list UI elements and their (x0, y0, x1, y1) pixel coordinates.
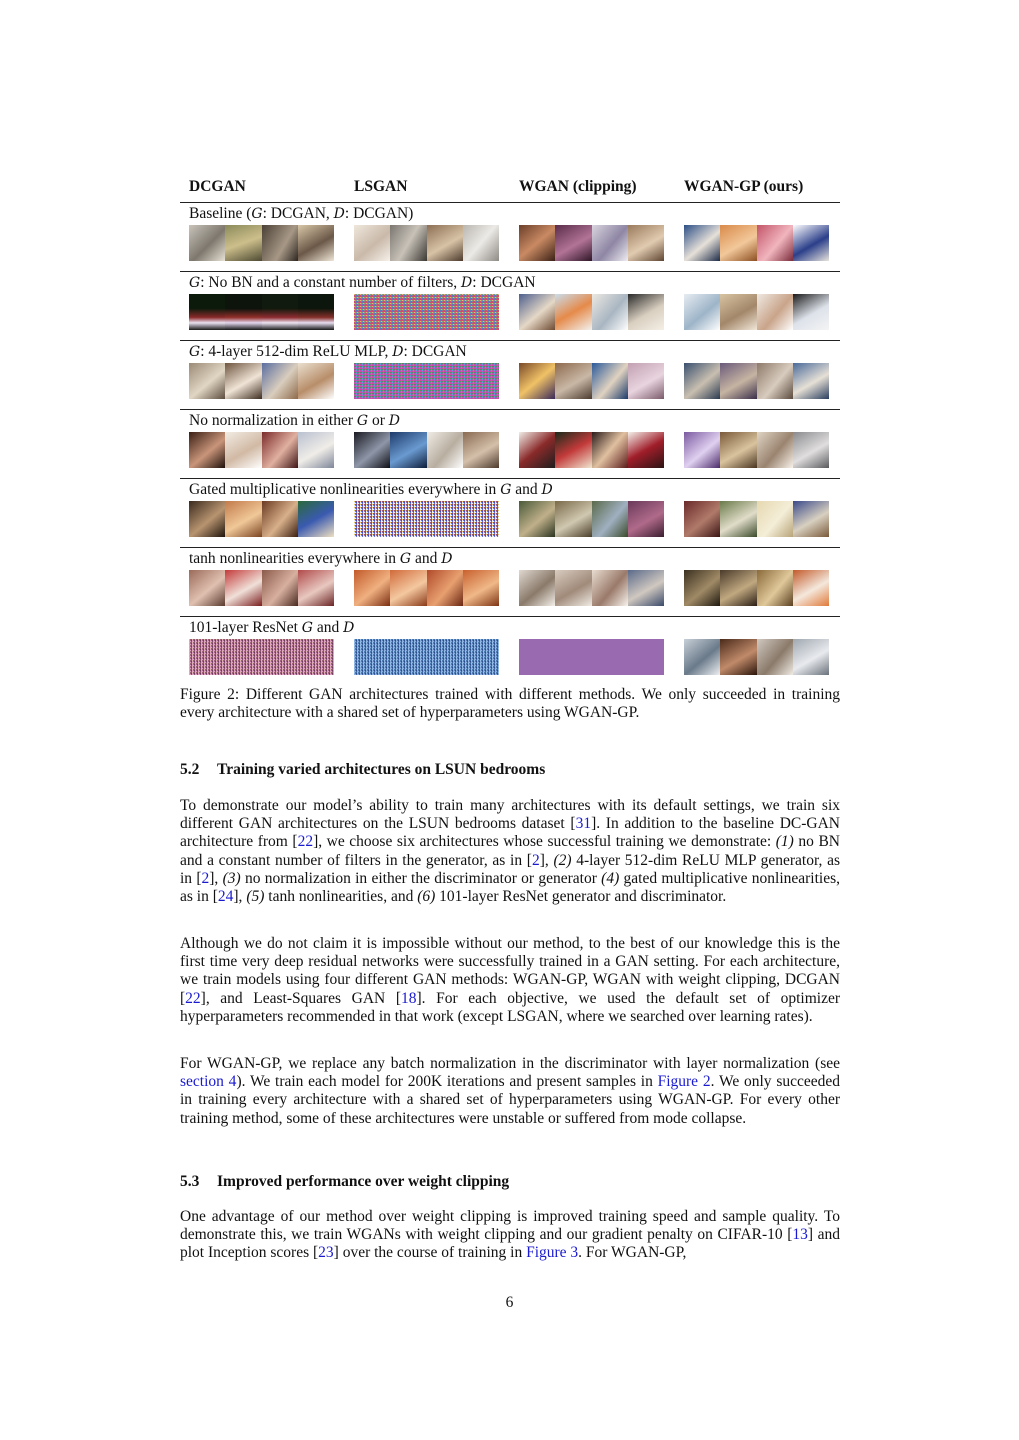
sample-strip-dcgan (189, 501, 334, 537)
figure-row-no-bn (180, 272, 840, 341)
sample-strip-wgan-clipping (519, 225, 664, 261)
row-label: No normalization in either G or D (189, 412, 400, 429)
figure-row-gated (180, 479, 840, 548)
figure-2 (180, 176, 840, 685)
sample-strip-wgan-clipping (519, 432, 664, 468)
sample-strip-wgan-gp (684, 225, 829, 261)
section-link[interactable]: section 4 (180, 1073, 237, 1091)
row-label: G: No BN and a constant number of filters, D: DCGAN (189, 274, 536, 291)
section-5-2-paragraph-2: Although we do not claim it is impossible without our method, to the best of our knowledge this is the first time very deep residual networks were successfully trained in a GAN setting. For each architecture, we train models using four different GAN methods: WGAN-GP, WGAN with weight clipping, DCGAN [22], and Least-Squares GAN [18]. For each objective, we used the default set of optimizer hyperparameters recommended in that work (except LSGAN, where we searched over learning rates). (180, 935, 840, 1025)
citation-link[interactable]: 24 (217, 888, 234, 906)
sample-strip-lsgan (354, 432, 499, 468)
row-label: Gated multiplicative nonlinearities everywhere in G and D (189, 481, 553, 498)
citation-link[interactable]: 31 (575, 815, 592, 833)
section-5-2-paragraph-3: For WGAN-GP, we replace any batch normalization in the discriminator with layer normalization (see section 4). We train each model for 200K iterations and present samples in Figure 2. We only succeeded in training every architecture with a shared set of hyperparameters using WGAN-GP. For every other training method, some of these architectures were unstable or suffered from mode collapse. (180, 1055, 841, 1127)
figure-row-resnet (180, 617, 840, 685)
citation-link[interactable]: 13 (792, 1226, 808, 1244)
sample-strip-lsgan (354, 501, 499, 537)
citation-link[interactable]: 22 (185, 989, 201, 1007)
column-headers (180, 176, 840, 203)
sample-strip-lsgan (354, 570, 499, 606)
citation-link[interactable]: 22 (297, 833, 314, 851)
citation-link[interactable]: 18 (400, 989, 417, 1007)
figure-row-mlp (180, 341, 840, 410)
row-label: G: 4-layer 512-dim ReLU MLP, D: DCGAN (189, 343, 467, 360)
sample-strip-dcgan (189, 225, 334, 261)
sample-strip-dcgan (189, 432, 334, 468)
row-label: tanh nonlinearities everywhere in G and D (189, 550, 453, 567)
citation-link[interactable]: 2 (201, 869, 210, 887)
row-label: Baseline (G: DCGAN, D: DCGAN) (189, 205, 414, 222)
sample-strip-wgan-clipping (519, 294, 664, 330)
citation-link[interactable]: 23 (318, 1244, 334, 1262)
column-header-lsgan: LSGAN (354, 178, 408, 195)
row-label: 101-layer ResNet G and D (189, 619, 355, 636)
figure-row-baseline (180, 203, 840, 272)
sample-strip-wgan-clipping (519, 363, 664, 399)
sample-strip-lsgan (354, 363, 499, 399)
sample-strip-wgan-gp (684, 294, 829, 330)
section-5-3-paragraph-1: One advantage of our method over weight clipping is improved training speed and sample quality. To demonstrate this, we train WGANs with weight clipping and our gradient penalty on CIFAR-10 [13] and plot Inception scores [23] over the course of training in Figure 3. For WGAN-GP, (180, 1208, 840, 1262)
sample-strip-wgan-gp (684, 639, 829, 675)
page-number: 6 (505, 1294, 514, 1311)
figure-row-tanh (180, 548, 840, 617)
sample-strip-wgan-clipping (519, 570, 664, 606)
column-header-wgan-clipping: WGAN (clipping) (519, 178, 637, 195)
sample-strip-dcgan (189, 639, 334, 675)
sample-strip-wgan-gp (684, 432, 829, 468)
citation-link[interactable]: 2 (531, 851, 540, 869)
sample-strip-wgan-gp (684, 570, 829, 606)
column-header-dcgan: DCGAN (189, 178, 246, 195)
sample-strip-wgan-clipping (519, 639, 664, 675)
figure-link[interactable]: Figure 2 (657, 1073, 711, 1091)
section-heading-5-3: 5.3 Improved performance over weight clipping (180, 1173, 510, 1190)
sample-strip-lsgan (354, 225, 499, 261)
figure-caption: Figure 2: Different GAN architectures trained with different methods. We only succeeded in training every architecture with a shared set of hyperparameters using WGAN-GP. (180, 686, 840, 721)
sample-strip-lsgan (354, 294, 499, 330)
sample-strip-dcgan (189, 294, 334, 330)
figure-row-no-normalization (180, 410, 840, 479)
sample-strip-wgan-gp (684, 501, 829, 537)
section-5-2-paragraph-1: To demonstrate our model’s ability to train many architectures with its default settings, we train six different GAN architectures on the LSUN bedrooms dataset [31]. In addition to the baseline DC-GAN architecture from [22], we choose six architectures whose successful training we demonstrate: (1) no BN and a constant number of filters in the generator, as in [2], (2) 4-layer 512-dim ReLU MLP generator, as in [2], (3) no normalization in either the discriminator or generator (4) gated multiplicative nonlinearities, as in [24], (5) tanh nonlinearities, and (6) 101-layer ResNet generator and discriminator. (180, 797, 840, 906)
sample-strip-dcgan (189, 363, 334, 399)
column-header-wgan-gp: WGAN-GP (ours) (684, 178, 804, 195)
figure-link[interactable]: Figure 3 (526, 1244, 579, 1262)
sample-strip-lsgan (354, 639, 499, 675)
sample-strip-dcgan (189, 570, 334, 606)
sample-strip-wgan-clipping (519, 501, 664, 537)
section-heading-5-2: 5.2 Training varied architectures on LSUN bedrooms (180, 761, 546, 778)
sample-strip-wgan-gp (684, 363, 829, 399)
